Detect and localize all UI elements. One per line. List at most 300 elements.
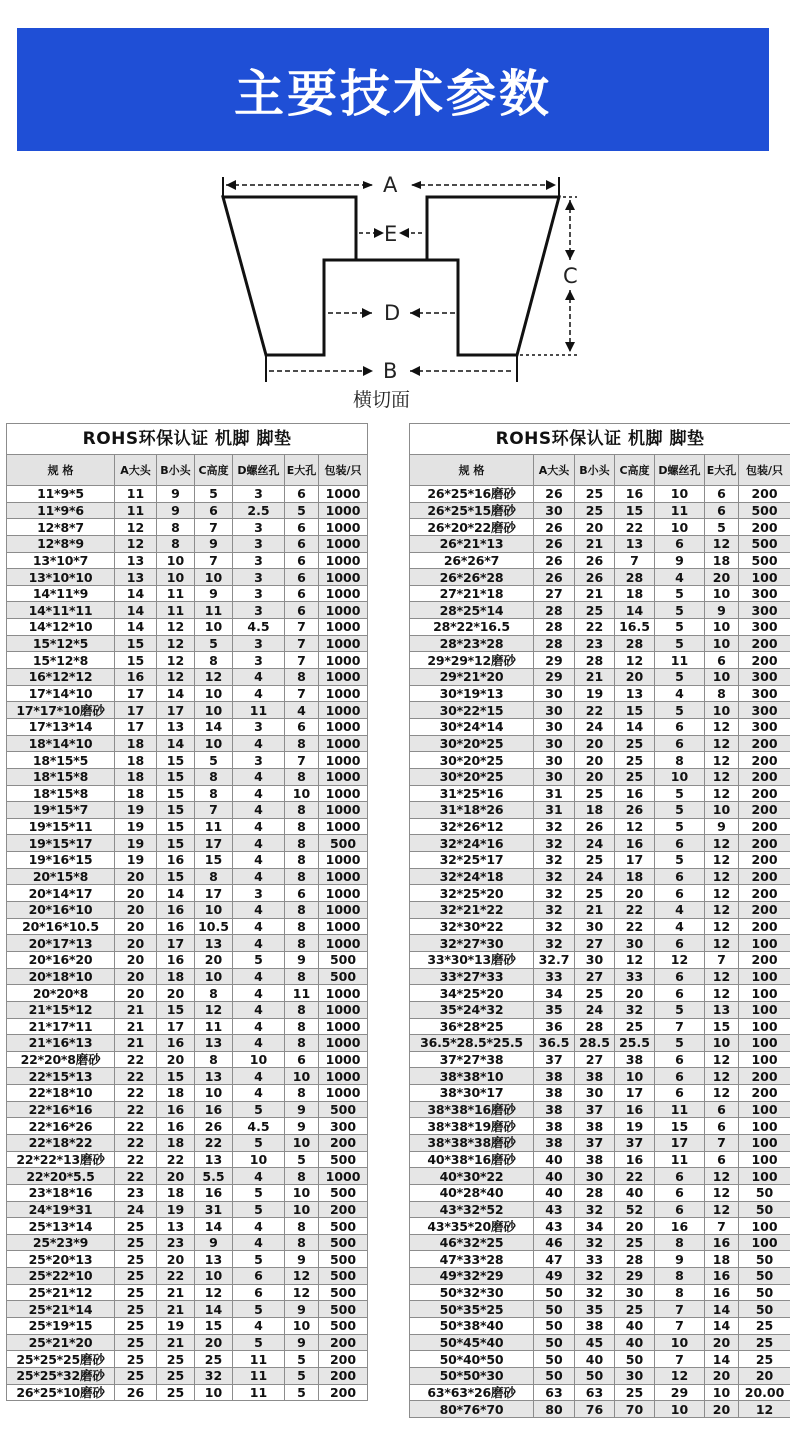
value-cell: 14	[615, 602, 655, 619]
value-cell: 18	[115, 735, 157, 752]
value-cell: 15	[157, 1068, 195, 1085]
value-cell: 20	[115, 951, 157, 968]
column-header: 包装/只	[739, 455, 790, 486]
value-cell: 4	[233, 902, 285, 919]
value-cell: 17	[115, 718, 157, 735]
spec-cell: 13*10*7	[7, 552, 115, 569]
table-row	[410, 752, 790, 769]
value-cell: 33	[534, 968, 575, 985]
value-cell: 63	[575, 1384, 615, 1401]
value-cell: 13	[157, 718, 195, 735]
value-cell: 15	[157, 768, 195, 785]
value-cell: 100	[739, 1218, 790, 1235]
spec-cell: 26*26*28	[410, 569, 534, 586]
value-cell: 300	[739, 585, 790, 602]
value-cell: 20	[115, 968, 157, 985]
value-cell: 25	[157, 1367, 195, 1384]
value-cell: 10	[195, 735, 233, 752]
value-cell: 200	[739, 635, 790, 652]
table-row	[7, 585, 368, 602]
value-cell: 30	[575, 918, 615, 935]
value-cell: 37	[534, 1051, 575, 1068]
value-cell: 6	[655, 968, 705, 985]
value-cell: 50	[534, 1334, 575, 1351]
value-cell: 50	[534, 1351, 575, 1368]
value-cell: 38	[575, 1318, 615, 1335]
spec-cell: 26*20*22磨砂	[410, 519, 534, 536]
value-cell: 26	[575, 569, 615, 586]
value-cell: 12	[705, 768, 739, 785]
value-cell: 7	[285, 652, 319, 669]
value-cell: 21	[115, 1035, 157, 1052]
value-cell: 3	[233, 635, 285, 652]
table-row	[410, 702, 790, 719]
value-cell: 12	[195, 1001, 233, 1018]
value-cell: 20	[115, 935, 157, 952]
value-cell: 29	[615, 1268, 655, 1285]
value-cell: 100	[739, 569, 790, 586]
value-cell: 12	[705, 1085, 739, 1102]
value-cell: 12	[157, 669, 195, 686]
value-cell: 300	[739, 619, 790, 636]
spec-cell: 40*38*16磨砂	[410, 1151, 534, 1168]
value-cell: 25	[115, 1351, 157, 1368]
value-cell: 18	[615, 868, 655, 885]
value-cell: 30	[615, 1367, 655, 1384]
value-cell: 26	[615, 802, 655, 819]
column-header: B小头	[157, 455, 195, 486]
value-cell: 12	[705, 752, 739, 769]
spec-cell: 20*18*10	[7, 968, 115, 985]
value-cell: 10	[705, 1384, 739, 1401]
table-row	[410, 902, 790, 919]
value-cell: 4	[233, 935, 285, 952]
value-cell: 200	[319, 1134, 368, 1151]
value-cell: 500	[319, 951, 368, 968]
value-cell: 8	[285, 918, 319, 935]
spec-cell: 26*25*15磨砂	[410, 502, 534, 519]
spec-cell: 14*11*11	[7, 602, 115, 619]
spec-cell: 49*32*29	[410, 1268, 534, 1285]
value-cell: 6	[285, 519, 319, 536]
value-cell: 11	[195, 818, 233, 835]
value-cell: 200	[739, 835, 790, 852]
table-row	[410, 652, 790, 669]
value-cell: 8	[285, 852, 319, 869]
value-cell: 6	[655, 1085, 705, 1102]
value-cell: 15	[157, 785, 195, 802]
value-cell: 7	[655, 1301, 705, 1318]
value-cell: 12	[705, 918, 739, 935]
value-cell: 5	[233, 1201, 285, 1218]
value-cell: 3	[233, 486, 285, 503]
value-cell: 5	[655, 818, 705, 835]
value-cell: 12	[705, 535, 739, 552]
value-cell: 20	[575, 519, 615, 536]
value-cell: 1000	[319, 486, 368, 503]
spec-cell: 50*45*40	[410, 1334, 534, 1351]
spec-cell: 25*21*14	[7, 1301, 115, 1318]
value-cell: 13	[115, 569, 157, 586]
spec-cell: 34*25*20	[410, 985, 534, 1002]
value-cell: 5	[655, 635, 705, 652]
value-cell: 18	[157, 1134, 195, 1151]
value-cell: 11	[285, 985, 319, 1002]
table-row	[7, 1268, 368, 1285]
value-cell: 13	[115, 552, 157, 569]
table-row	[7, 1151, 368, 1168]
cross-section-caption: 横切面	[353, 389, 411, 411]
value-cell: 23	[575, 635, 615, 652]
spec-cell: 31*18*26	[410, 802, 534, 819]
value-cell: 10	[705, 669, 739, 686]
value-cell: 5	[705, 519, 739, 536]
value-cell: 25	[115, 1367, 157, 1384]
spec-cell: 22*16*16	[7, 1101, 115, 1118]
value-cell: 4.5	[233, 1118, 285, 1135]
value-cell: 11	[157, 585, 195, 602]
value-cell: 500	[739, 552, 790, 569]
column-header: C高度	[615, 455, 655, 486]
value-cell: 8	[195, 1051, 233, 1068]
value-cell: 21	[575, 535, 615, 552]
value-cell: 27	[575, 935, 615, 952]
table-row	[410, 802, 790, 819]
value-cell: 20	[615, 1218, 655, 1235]
table-row	[7, 1284, 368, 1301]
value-cell: 50	[534, 1318, 575, 1335]
value-cell: 32	[575, 1201, 615, 1218]
value-cell: 300	[739, 702, 790, 719]
value-cell: 1000	[319, 1068, 368, 1085]
value-cell: 20	[575, 768, 615, 785]
value-cell: 300	[739, 718, 790, 735]
spec-cell: 25*22*10	[7, 1268, 115, 1285]
spec-cell: 22*20*5.5	[7, 1168, 115, 1185]
value-cell: 15	[157, 818, 195, 835]
value-cell: 1000	[319, 702, 368, 719]
spec-cell: 38*30*17	[410, 1085, 534, 1102]
value-cell: 25	[615, 768, 655, 785]
value-cell: 1000	[319, 652, 368, 669]
value-cell: 1000	[319, 552, 368, 569]
value-cell: 10	[705, 1035, 739, 1052]
table-row	[7, 768, 368, 785]
value-cell: 50	[739, 1184, 790, 1201]
spec-cell: 22*18*10	[7, 1085, 115, 1102]
spec-cell: 63*63*26磨砂	[410, 1384, 534, 1401]
value-cell: 20	[115, 918, 157, 935]
value-cell: 500	[319, 835, 368, 852]
table-row	[410, 768, 790, 785]
spec-cell: 25*21*12	[7, 1284, 115, 1301]
value-cell: 10	[195, 1085, 233, 1102]
value-cell: 9	[285, 1334, 319, 1351]
value-cell: 1000	[319, 785, 368, 802]
value-cell: 38	[534, 1101, 575, 1118]
value-cell: 30	[534, 502, 575, 519]
value-cell: 8	[285, 735, 319, 752]
value-cell: 45	[575, 1334, 615, 1351]
table-row	[410, 1401, 790, 1418]
value-cell: 18	[115, 752, 157, 769]
value-cell: 6	[285, 885, 319, 902]
value-cell: 3	[233, 885, 285, 902]
value-cell: 20	[705, 1367, 739, 1384]
value-cell: 16	[705, 1268, 739, 1285]
value-cell: 500	[319, 1318, 368, 1335]
value-cell: 18	[157, 968, 195, 985]
value-cell: 8	[285, 1168, 319, 1185]
table-row	[7, 1384, 368, 1401]
value-cell: 16	[615, 1101, 655, 1118]
value-cell: 28	[615, 569, 655, 586]
value-cell: 26	[534, 519, 575, 536]
spec-cell: 17*13*14	[7, 718, 115, 735]
table-row	[410, 918, 790, 935]
value-cell: 10	[195, 1384, 233, 1401]
value-cell: 13	[195, 935, 233, 952]
value-cell: 6	[655, 1068, 705, 1085]
value-cell: 10	[195, 569, 233, 586]
spec-cell: 26*26*7	[410, 552, 534, 569]
value-cell: 50	[575, 1367, 615, 1384]
value-cell: 14	[157, 885, 195, 902]
value-cell: 25	[115, 1218, 157, 1235]
value-cell: 38	[575, 1068, 615, 1085]
spec-cell: 25*21*20	[7, 1334, 115, 1351]
value-cell: 9	[705, 602, 739, 619]
table-row	[410, 1184, 790, 1201]
value-cell: 13	[195, 1151, 233, 1168]
value-cell: 6	[655, 735, 705, 752]
table-row	[7, 669, 368, 686]
value-cell: 25	[575, 502, 615, 519]
value-cell: 38	[534, 1085, 575, 1102]
spec-cell: 50*40*50	[410, 1351, 534, 1368]
spec-cell: 25*25*32磨砂	[7, 1367, 115, 1384]
value-cell: 16	[157, 918, 195, 935]
title-banner	[17, 28, 769, 151]
value-cell: 7	[615, 552, 655, 569]
value-cell: 76	[575, 1401, 615, 1418]
table-row	[7, 852, 368, 869]
table-row	[7, 735, 368, 752]
spec-cell: 36*28*25	[410, 1018, 534, 1035]
value-cell: 11	[655, 502, 705, 519]
value-cell: 6	[285, 535, 319, 552]
value-cell: 1000	[319, 852, 368, 869]
value-cell: 5	[233, 951, 285, 968]
value-cell: 32.7	[534, 951, 575, 968]
value-cell: 12	[705, 1168, 739, 1185]
table-row	[7, 569, 368, 586]
value-cell: 17	[615, 1085, 655, 1102]
value-cell: 9	[157, 502, 195, 519]
value-cell: 11	[655, 1101, 705, 1118]
value-cell: 36.5	[534, 1035, 575, 1052]
table-row	[410, 1384, 790, 1401]
value-cell: 12	[705, 968, 739, 985]
value-cell: 6	[285, 1051, 319, 1068]
value-cell: 31	[534, 785, 575, 802]
value-cell: 8	[285, 802, 319, 819]
value-cell: 6	[233, 1268, 285, 1285]
value-cell: 20	[575, 752, 615, 769]
value-cell: 32	[534, 885, 575, 902]
value-cell: 1000	[319, 752, 368, 769]
value-cell: 9	[157, 486, 195, 503]
spec-cell: 35*24*32	[410, 1001, 534, 1018]
table-row	[7, 1334, 368, 1351]
value-cell: 10	[233, 1151, 285, 1168]
value-cell: 8	[655, 1268, 705, 1285]
value-cell: 26	[534, 552, 575, 569]
spec-cell: 21*15*12	[7, 1001, 115, 1018]
value-cell: 3	[233, 519, 285, 536]
value-cell: 100	[739, 1101, 790, 1118]
value-cell: 12	[615, 818, 655, 835]
spec-cell: 30*19*13	[410, 685, 534, 702]
table-title: ROHS环保认证 机脚 脚垫	[7, 424, 368, 455]
value-cell: 40	[534, 1184, 575, 1201]
value-cell: 4	[233, 968, 285, 985]
value-cell: 18	[157, 1184, 195, 1201]
value-cell: 20	[157, 1168, 195, 1185]
value-cell: 5	[655, 602, 705, 619]
value-cell: 28	[575, 1018, 615, 1035]
spec-cell: 32*27*30	[410, 935, 534, 952]
value-cell: 5	[233, 1251, 285, 1268]
spec-table-left-body	[7, 424, 368, 1401]
table-row	[7, 802, 368, 819]
value-cell: 18	[157, 1085, 195, 1102]
value-cell: 5	[233, 1334, 285, 1351]
value-cell: 7	[285, 619, 319, 636]
value-cell: 33	[575, 1251, 615, 1268]
value-cell: 8	[655, 1284, 705, 1301]
value-cell: 100	[739, 1035, 790, 1052]
spec-cell: 38*38*38磨砂	[410, 1134, 534, 1151]
value-cell: 500	[319, 968, 368, 985]
value-cell: 11	[655, 652, 705, 669]
value-cell: 30	[534, 685, 575, 702]
table-row	[7, 935, 368, 952]
value-cell: 38	[534, 1068, 575, 1085]
value-cell: 6	[285, 718, 319, 735]
spec-cell: 19*15*7	[7, 802, 115, 819]
table-row	[410, 1101, 790, 1118]
spec-cell: 38*38*19磨砂	[410, 1118, 534, 1135]
value-cell: 32	[534, 935, 575, 952]
value-cell: 13	[157, 1218, 195, 1235]
value-cell: 1000	[319, 585, 368, 602]
spec-cell: 15*12*5	[7, 635, 115, 652]
value-cell: 4	[233, 818, 285, 835]
value-cell: 38	[575, 1151, 615, 1168]
value-cell: 17	[195, 835, 233, 852]
spec-cell: 50*38*40	[410, 1318, 534, 1335]
value-cell: 200	[739, 1068, 790, 1085]
value-cell: 200	[739, 951, 790, 968]
value-cell: 13	[195, 1035, 233, 1052]
value-cell: 20	[195, 1334, 233, 1351]
spec-cell: 22*22*13磨砂	[7, 1151, 115, 1168]
value-cell: 5	[655, 702, 705, 719]
value-cell: 8	[285, 1001, 319, 1018]
value-cell: 14	[115, 585, 157, 602]
value-cell: 7	[195, 519, 233, 536]
value-cell: 200	[739, 486, 790, 503]
value-cell: 13	[195, 1251, 233, 1268]
table-row	[410, 585, 790, 602]
value-cell: 6	[655, 718, 705, 735]
value-cell: 1000	[319, 569, 368, 586]
table-row	[410, 868, 790, 885]
value-cell: 21	[115, 1018, 157, 1035]
value-cell: 16	[195, 1184, 233, 1201]
value-cell: 200	[739, 802, 790, 819]
value-cell: 6	[655, 835, 705, 852]
value-cell: 16	[157, 902, 195, 919]
spec-cell: 22*16*26	[7, 1118, 115, 1135]
value-cell: 22	[195, 1134, 233, 1151]
spec-cell: 30*20*25	[410, 768, 534, 785]
value-cell: 6	[705, 1118, 739, 1135]
table-row	[410, 1367, 790, 1384]
value-cell: 5	[195, 486, 233, 503]
table-header-row	[7, 455, 368, 486]
value-cell: 20	[705, 1401, 739, 1418]
value-cell: 37	[615, 1134, 655, 1151]
column-header: D螺丝孔	[233, 455, 285, 486]
value-cell: 25	[575, 985, 615, 1002]
spec-cell: 14*11*9	[7, 585, 115, 602]
spec-cell: 12*8*9	[7, 535, 115, 552]
table-row	[410, 1301, 790, 1318]
value-cell: 200	[739, 902, 790, 919]
spec-cell: 29*21*20	[410, 669, 534, 686]
spec-cell: 50*50*30	[410, 1367, 534, 1384]
value-cell: 25	[739, 1351, 790, 1368]
value-cell: 21	[575, 902, 615, 919]
value-cell: 38	[534, 1118, 575, 1135]
value-cell: 50	[534, 1301, 575, 1318]
value-cell: 10	[195, 685, 233, 702]
table-row	[7, 1351, 368, 1368]
table-row	[7, 535, 368, 552]
value-cell: 17	[615, 852, 655, 869]
value-cell: 500	[739, 535, 790, 552]
value-cell: 6	[285, 552, 319, 569]
value-cell: 12	[157, 635, 195, 652]
value-cell: 10	[655, 1401, 705, 1418]
table-row	[7, 1134, 368, 1151]
spec-cell: 32*30*22	[410, 918, 534, 935]
value-cell: 4	[285, 702, 319, 719]
table-row	[7, 752, 368, 769]
table-row	[7, 652, 368, 669]
table-row	[410, 486, 790, 503]
value-cell: 16	[655, 1218, 705, 1235]
table-row	[7, 968, 368, 985]
table-row	[410, 1001, 790, 1018]
value-cell: 14	[115, 602, 157, 619]
value-cell: 20	[157, 1251, 195, 1268]
value-cell: 6	[285, 569, 319, 586]
value-cell: 22	[115, 1118, 157, 1135]
table-row	[410, 985, 790, 1002]
